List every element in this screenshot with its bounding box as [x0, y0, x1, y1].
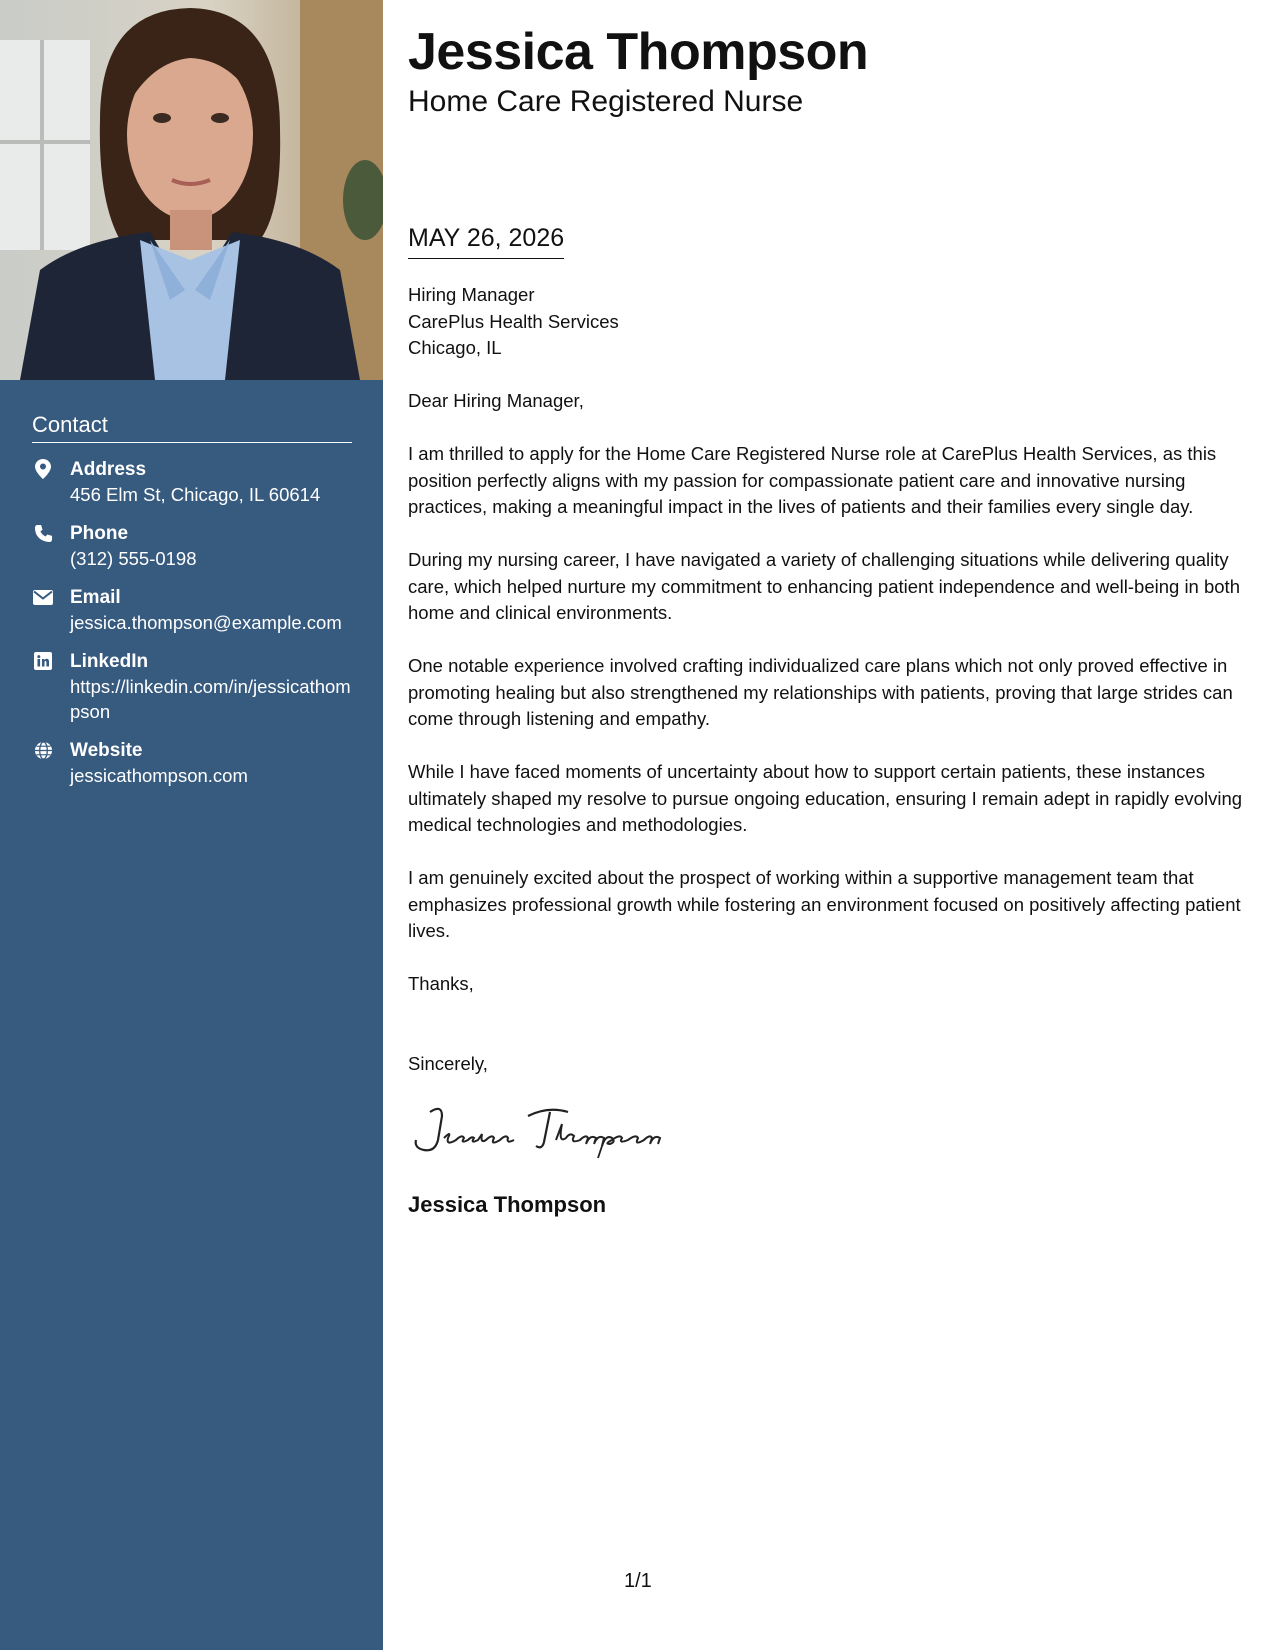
contact-email: [32, 585, 352, 635]
email-label: Email: [70, 587, 121, 608]
profile-photo: [0, 0, 383, 380]
address-label: Address: [70, 459, 147, 480]
closing-line: Sincerely,: [408, 1052, 488, 1074]
linkedin-icon: [32, 650, 54, 672]
signer-name: Jessica Thompson: [408, 1192, 607, 1217]
globe-icon: [32, 739, 54, 761]
address-value: 456 Elm St, Chicago, IL 60614: [70, 484, 321, 505]
paragraph: While I have faced moments of uncertainty about how to support certain patients, these instances ultimately shaped my resolve to pursue ongoing education, ensuring I remain adept in rapidly evolving medical technologies and methodologies.: [408, 761, 1243, 835]
contact-section: [32, 412, 352, 788]
contact-address: [32, 457, 352, 507]
applicant-role: Home Care Registered Nurse: [408, 85, 804, 118]
paragraph: One notable experience involved crafting individualized care plans which not only proved effective in promoting healing but also strengthened my relationships with patients, proving that large strides can come through listening and empathy.: [408, 655, 1233, 729]
website-label: Website: [70, 740, 143, 761]
envelope-icon: [32, 586, 54, 608]
letter-body: [408, 282, 1243, 1104]
website-value[interactable]: jessicathompson.com: [70, 765, 248, 786]
handwritten-signature: [408, 1100, 678, 1165]
paragraph: I am genuinely excited about the prospect of working within a supportive management team that emphasizes professional growth while fostering an environment focused on positively affecting patient lives.: [408, 867, 1241, 941]
paragraph: I am thrilled to apply for the Home Care Registered Nurse role at CarePlus Health Services, as this position perfectly aligns with my passion for compassionate patient care and innovative nursing practices, making a meaningful impact in the lives of patients and their families every single day.: [408, 443, 1217, 517]
recipient-line: Chicago, IL: [408, 337, 502, 358]
email-value[interactable]: jessica.thompson@example.com: [70, 612, 342, 633]
phone-label: Phone: [70, 523, 129, 544]
linkedin-value[interactable]: https://linkedin.com/in/jessicathompson: [70, 676, 351, 722]
map-pin-icon: [32, 458, 54, 480]
page-number: 1/1: [624, 1570, 652, 1592]
recipient-line: Hiring Manager: [408, 284, 535, 305]
contact-website: [32, 738, 352, 788]
phone-icon: [32, 522, 54, 544]
sidebar: [0, 0, 383, 1650]
phone-value[interactable]: (312) 555-0198: [70, 548, 197, 569]
contact-phone: [32, 521, 352, 571]
letter-date: MAY 26, 2026: [408, 222, 564, 259]
linkedin-label: LinkedIn: [70, 651, 149, 672]
thanks-line: Thanks,: [408, 973, 474, 994]
recipient-block: [408, 282, 1243, 362]
contact-linkedin: [32, 649, 352, 724]
paragraph: During my nursing career, I have navigated a variety of challenging situations while delivering quality care, which helped nurture my commitment to enhancing patient independence and well-being in both home and clinical environments.: [408, 549, 1240, 623]
salutation: Dear Hiring Manager,: [408, 390, 584, 411]
applicant-name: Jessica Thompson: [408, 23, 869, 81]
recipient-line: CarePlus Health Services: [408, 310, 619, 332]
contact-heading: Contact: [32, 412, 352, 443]
